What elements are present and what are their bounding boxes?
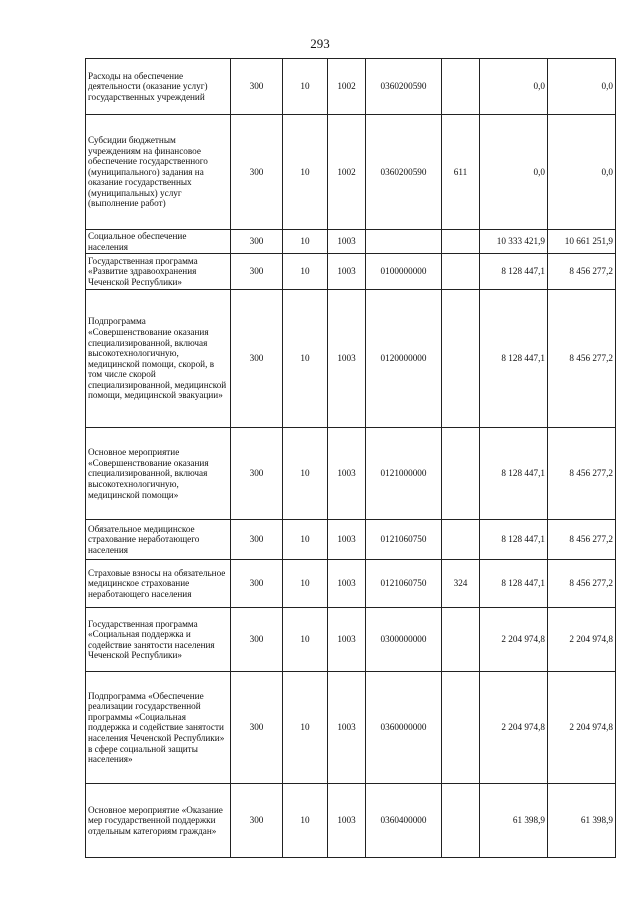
- row-amount-year-1: 8 128 447,1: [480, 254, 548, 290]
- row-subsection-code: 1002: [328, 59, 366, 115]
- row-target-article: 0360200590: [366, 59, 442, 115]
- row-target-article: 0121000000: [366, 428, 442, 520]
- row-target-article: 0121060750: [366, 560, 442, 608]
- row-amount-year-1: 0,0: [480, 59, 548, 115]
- row-expense-type: 611: [442, 115, 480, 230]
- row-expense-type: [442, 608, 480, 672]
- row-section-code: 10: [283, 59, 328, 115]
- row-subsection-code: 1003: [328, 608, 366, 672]
- row-expense-type: [442, 59, 480, 115]
- row-amount-year-1: 0,0: [480, 115, 548, 230]
- row-amount-year-2: 0,0: [548, 115, 616, 230]
- row-target-article: [366, 230, 442, 254]
- row-amount-year-2: 8 456 277,2: [548, 520, 616, 560]
- table-row: [86, 784, 616, 858]
- table-row: [86, 115, 616, 230]
- row-subsection-code: 1002: [328, 115, 366, 230]
- row-ministry-code: 300: [231, 560, 283, 608]
- row-target-article: 0121060750: [366, 520, 442, 560]
- row-target-article: 0360200590: [366, 115, 442, 230]
- row-amount-year-1: 2 204 974,8: [480, 672, 548, 784]
- row-amount-year-2: 0,0: [548, 59, 616, 115]
- row-name: Страховые взносы на обязательное медицинское страхование неработающего населения: [86, 560, 231, 608]
- row-subsection-code: 1003: [328, 784, 366, 858]
- row-section-code: 10: [283, 428, 328, 520]
- row-subsection-code: 1003: [328, 254, 366, 290]
- row-amount-year-1: 8 128 447,1: [480, 428, 548, 520]
- row-section-code: 10: [283, 520, 328, 560]
- row-ministry-code: 300: [231, 290, 283, 428]
- row-section-code: 10: [283, 608, 328, 672]
- row-name: Государственная программа «Развитие здравоохранения Чеченской Республики»: [86, 254, 231, 290]
- table-row: [86, 608, 616, 672]
- row-ministry-code: 300: [231, 520, 283, 560]
- row-section-code: 10: [283, 254, 328, 290]
- row-section-code: 10: [283, 230, 328, 254]
- row-amount-year-2: 8 456 277,2: [548, 428, 616, 520]
- row-name: Основное мероприятие «Совершенствование оказания специализированной, включая высокотехнологичную, медицинской помощи»: [86, 428, 231, 520]
- row-amount-year-1: 2 204 974,8: [480, 608, 548, 672]
- row-amount-year-2: 2 204 974,8: [548, 608, 616, 672]
- table-row: [86, 230, 616, 254]
- row-name: Обязательное медицинское страхование неработающего населения: [86, 520, 231, 560]
- row-target-article: 0360000000: [366, 672, 442, 784]
- table-body: [86, 59, 616, 858]
- row-section-code: 10: [283, 115, 328, 230]
- row-target-article: 0120000000: [366, 290, 442, 428]
- row-expense-type: [442, 672, 480, 784]
- row-ministry-code: 300: [231, 115, 283, 230]
- row-amount-year-1: 61 398,9: [480, 784, 548, 858]
- row-subsection-code: 1003: [328, 230, 366, 254]
- row-expense-type: [442, 428, 480, 520]
- row-name: Основное мероприятие «Оказание мер государственной поддержки отдельным категориям граждан»: [86, 784, 231, 858]
- table-row: [86, 672, 616, 784]
- row-amount-year-1: 8 128 447,1: [480, 290, 548, 428]
- row-subsection-code: 1003: [328, 560, 366, 608]
- row-target-article: 0100000000: [366, 254, 442, 290]
- row-name: Подпрограмма «Совершенствование оказания специализированной, включая высокотехнологичную, медицинской помощи, скорой, в том числе скорой специализированной, медицинской помощи, медицинской эвакуации»: [86, 290, 231, 428]
- row-ministry-code: 300: [231, 608, 283, 672]
- row-section-code: 10: [283, 290, 328, 428]
- row-ministry-code: 300: [231, 428, 283, 520]
- row-ministry-code: 300: [231, 672, 283, 784]
- table-row: [86, 290, 616, 428]
- row-name: Социальное обеспечение населения: [86, 230, 231, 254]
- row-expense-type: [442, 784, 480, 858]
- table-row: [86, 428, 616, 520]
- row-subsection-code: 1003: [328, 520, 366, 560]
- row-amount-year-2: 61 398,9: [548, 784, 616, 858]
- row-amount-year-2: 2 204 974,8: [548, 672, 616, 784]
- row-expense-type: [442, 230, 480, 254]
- row-ministry-code: 300: [231, 230, 283, 254]
- row-expense-type: [442, 290, 480, 428]
- row-amount-year-2: 10 661 251,9: [548, 230, 616, 254]
- row-amount-year-1: 10 333 421,9: [480, 230, 548, 254]
- row-ministry-code: 300: [231, 59, 283, 115]
- table-row: [86, 59, 616, 115]
- row-ministry-code: 300: [231, 254, 283, 290]
- row-amount-year-1: 8 128 447,1: [480, 520, 548, 560]
- row-amount-year-1: 8 128 447,1: [480, 560, 548, 608]
- row-name: Подпрограмма «Обеспечение реализации государственной программы «Социальная поддержка и содействие занятости населения Чеченской Республики» в сфере социальной защиты населения»: [86, 672, 231, 784]
- row-expense-type: [442, 520, 480, 560]
- row-name: Субсидии бюджетным учреждениям на финансовое обеспечение государственного (муниципального) задания на оказание государственных (муниципальных) услуг (выполнение работ): [86, 115, 231, 230]
- row-name: Расходы на обеспечение деятельности (оказание услуг) государственных учреждений: [86, 59, 231, 115]
- row-section-code: 10: [283, 560, 328, 608]
- page-number: 293: [310, 36, 330, 51]
- row-subsection-code: 1003: [328, 428, 366, 520]
- row-amount-year-2: 8 456 277,2: [548, 254, 616, 290]
- budget-table: [85, 58, 616, 858]
- row-amount-year-2: 8 456 277,2: [548, 290, 616, 428]
- row-amount-year-2: 8 456 277,2: [548, 560, 616, 608]
- row-expense-type: 324: [442, 560, 480, 608]
- row-section-code: 10: [283, 784, 328, 858]
- row-subsection-code: 1003: [328, 290, 366, 428]
- row-section-code: 10: [283, 672, 328, 784]
- row-target-article: 0360400000: [366, 784, 442, 858]
- row-expense-type: [442, 254, 480, 290]
- row-name: Государственная программа «Социальная поддержка и содействие занятости населения Чеченской Республики»: [86, 608, 231, 672]
- row-ministry-code: 300: [231, 784, 283, 858]
- table-row: [86, 560, 616, 608]
- table-row: [86, 520, 616, 560]
- row-target-article: 0300000000: [366, 608, 442, 672]
- table-row: [86, 254, 616, 290]
- row-subsection-code: 1003: [328, 672, 366, 784]
